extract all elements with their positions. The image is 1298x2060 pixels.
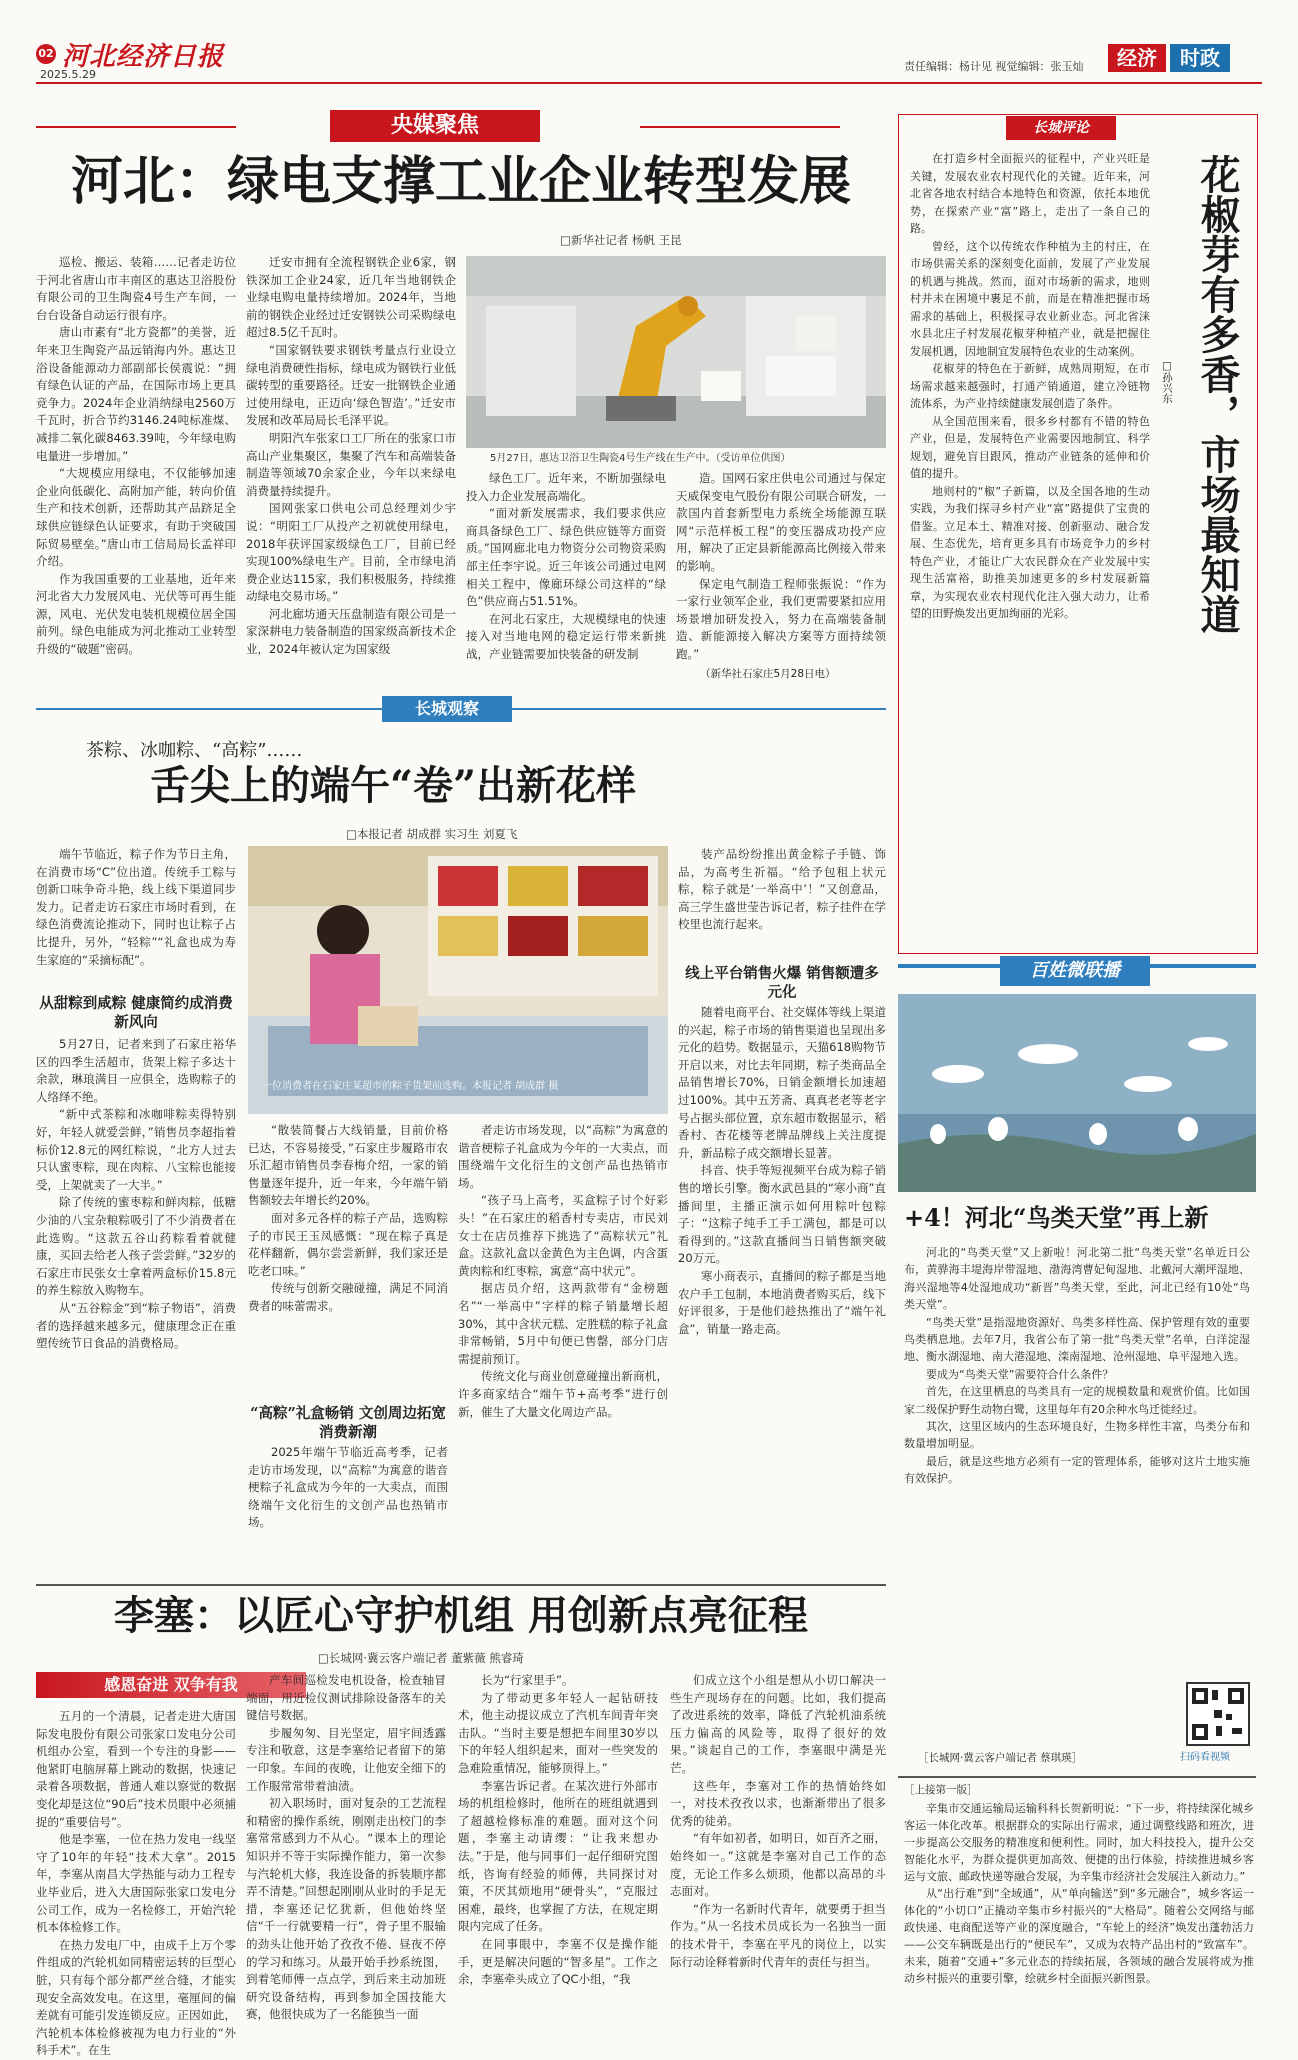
paragraph: 端午节临近，粽子作为节日主角，在消费市场“C”位出道。传统手工粽与创新口味争奇斗艳，线上线下渠道同步发力。记者走访石家庄市场时看到，在绿色消费流论推动下，同时也让粽子占比提升，另外，“轻粽”“礼盒也成为寿生家庭的“采摘标配”。: [36, 847, 236, 967]
lead-column-3: [466, 470, 666, 690]
paper-name: 河北经济日报: [62, 42, 225, 72]
paragraph: 巡检、搬运、装箱……记者走访位于河北省唐山市丰南区的惠达卫浴股份有限公司的卫生陶瓷4号生产车间，一台台设备自动运行很有序。: [36, 255, 236, 322]
paragraph: 装产品纷纷推出黄金粽子手链、饰品，为高考生祈福。“给予包租上状元粽，粽子就是‘一举高中’！”又创意品，高三学生盛世莹告诉记者，粽子挂件在学校里也流行起来。: [678, 847, 886, 932]
observation-col4-body: [678, 1004, 886, 1576]
paragraph: 长为“行家里手”。: [481, 1673, 574, 1687]
paragraph: 们成立这个小组是想从小切口解决一些生产现场存在的问题。比如，我们提高了改进系统的效率，降低了汽轮机油系统压力偏高的风险等，取得了很好的效果。”谈起自己的工作，李塞眼中满是光芒。: [670, 1673, 886, 1775]
lead-byline: □新华社记者 杨帆 王昆: [560, 233, 682, 247]
paragraph: 随着电商平台、社交媒体等线上渠道的兴起，粽子市场的销售渠道也呈现出多元化的趋势。数据显示，天猫618购物节开启以来，对比去年同期，粽子类商品全品销售增长70%，日销金额增长加速超过100%。其中五芳斋、真真老老等老字号占据头部位置，京东超市数据显示，稻香村、杏花楼等老牌品牌线上关注度提升，新品粽子成交额增长显著。: [678, 1005, 886, 1160]
paragraph: 河北廊坊通天压盘制造有限公司是一家深耕电力装备制造的国家级高新技术企业，2024年被认定为国家级: [246, 606, 456, 657]
commentary-headline: 花椒芽有多香，市场最知道: [1194, 154, 1241, 634]
commentary-column-tag: 长城评论: [1006, 116, 1116, 140]
observation-headline: 舌尖上的端午“卷”出新花样: [150, 762, 637, 809]
interview-label: ［上接第一版］: [904, 1784, 978, 1796]
paragraph: “新中式茶粽和冰咖啡粽卖得特别好，年轻人就爱尝鲜，”销售员李超指着标价12.8元的网红粽说，“北方人过去只认蜜枣粽，现在肉粽、八宝粽也能接受，上架就卖了一大半。”: [36, 1107, 236, 1192]
observation-col1-body: [36, 1036, 236, 1576]
page-number: 02: [36, 44, 56, 64]
feature-col-1: [36, 1708, 236, 2058]
paragraph: “作为一名新时代青年，就要勇于担当作为。”从一名技术员成长为一名独当一面的技术骨干，李塞在平凡的岗位上，以实际行动诠释着新时代青年的责任与担当。: [670, 1901, 886, 1969]
paragraph: 面对多元各样的粽子产品，选购粽子的市民王玉凤感慨：“现在粽子真是花样翻新，偶尔尝尝新鲜，我们家还是吃老口味。”: [248, 1210, 448, 1278]
observation-subhead-2: “高粽”礼盒畅销 文创周边拓宽消费新潮: [250, 1405, 446, 1441]
paragraph: 首先，在这里栖息的鸟类具有一定的规模数量和观赏价值。比如国家二级保护野生动物白鹭，这里每年有20余种水鸟迁徙经过。: [904, 1385, 1250, 1416]
paragraph: 在河北石家庄，大规模绿电的快速接入对当地电网的稳定运行带来新挑战，产业链需要加快装备的研发制: [466, 611, 666, 661]
paragraph: 从“五谷粽金”到“粽子物语”，消费者的选择越来越多元，健康理念正在重塑传统节日食品的消费格局。: [36, 1300, 236, 1351]
paragraph: “散装简餐占大线销量，目前价格已达，不容易接受，”石家庄步履路市农乐汇超市销售员李春梅介绍，一家的销售量逐年提升，近一年来，今年端午销售额较去年增长约20%。: [248, 1123, 448, 1208]
commentary-author: □孙兴东: [1161, 360, 1173, 404]
lead-column-4: [676, 470, 886, 666]
feature-byline: □长城网·冀云客户端记者 董紫薇 熊睿琦: [318, 1651, 524, 1665]
paragraph: 产车间巡检发电机设备，检查轴冒端面，用近检仪测试排除设备落车的关键信号数据。: [246, 1673, 446, 1723]
paragraph: “大规模应用绿电，不仅能够加速企业向低碳化、高附加产能，转向价值生产和技术创新，还帮助其产品跻足全球供应链绿色认证要求，有助于突破国际贸易壁垒。”唐山市工信局局长孟祥印介绍。: [36, 466, 236, 569]
feature-top-rule: [36, 1584, 886, 1586]
paragraph: 五月的一个清晨，记者走进大唐国际发电股份有限公司张家口发电分公司机组办公室，看到一个专注的身影——他紧盯电脑屏幕上跳动的数据，快速记录着各项数据，普通人难以察觉的数据变化却是这位“90后”技术员眼中必须捕捉的“重要信号”。: [36, 1709, 236, 1829]
paragraph: 这些年，李塞对工作的热情始终如一，对技术孜孜以求，也渐渐带出了很多优秀的徒弟。: [670, 1778, 886, 1828]
lead-column-1: [36, 254, 236, 689]
paragraph: 绿色工厂。近年来，不断加强绿电投入力企业发展高端化。: [466, 471, 666, 503]
paragraph: 河北的“鸟类天堂”又上新啦！河北第二批“鸟类天堂”名单近日公布，黄骅海丰堤海岸带湿地、渤海湾曹妃甸湿地、北戴河大潮坪湿地、海兴湿地等4处湿地成功“新晋”鸟类天堂，至此，河北已经有10处“鸟类天堂”。: [904, 1246, 1250, 1312]
paragraph: 花椒芽的特色在于新鲜，成熟周期短，在市场需求越来越强时，打通产销通道，建立冷链物流体系，为产业持续健康发展创造了条件。: [910, 362, 1150, 410]
observation-col3-body: [458, 1122, 668, 1576]
paragraph: 除了传统的蜜枣粽和鲜肉粽，低糖少油的八宝杂粮粽吸引了不少消费者在此选购。“这款五谷山药粽看着就健康，买回去给老人孩子尝尝鲜。”32岁的石家庄市民张女士拿着两盒标价15.8元的养生粽放入购物车。: [36, 1195, 236, 1298]
bird-headline: +4！河北“鸟类天堂”再上新: [904, 1203, 1209, 1232]
paragraph: 传统文化与商业创意碰撞出新商机，许多商家结合“端午节+高考季”进行创新，催生了大量文化周边产品。: [458, 1369, 668, 1419]
lead-end-note: （新华社石家庄5月28日电）: [700, 668, 836, 680]
bird-banner: 百姓微联播: [1000, 956, 1150, 986]
paragraph: 李塞告诉记者。在某次进行外部市场的机组检修时，他所在的班组就遇到了超越检修标准的难题。面对这个问题，李塞主动请缨：“让我来想办法。”于是，他与同事们一起仔细研究图纸，咨询有经验的师傅，共同探讨对策，不厌其烦地用“硬骨头”，“克服过困难，最终，也掌握了方法，在规定期限内完成了任务。: [458, 1778, 658, 1934]
paragraph: 在打造乡村全面振兴的征程中，产业兴旺是关键，发展农业农村现代化的关键。近年来，河北省各地农村结合本地特色和资源，依托本地优势，在探索产业“富”路上，走出了一条自己的路。: [910, 152, 1150, 235]
qr-code[interactable]: [1186, 1682, 1250, 1746]
paragraph: 从全国范围来看，很多乡村都有不错的特色产业，但是，发展特色产业需要因地制宜、科学规划，避免盲目跟风，推动产业链条的延伸和价值的提升。: [910, 414, 1150, 480]
editor-credits: 责任编辑：杨计见 视觉编辑：张玉灿: [904, 60, 1084, 73]
paragraph: 寒小商表示，直播间的粽子都是当地农户手工包制，本地消费者购买后，线下好评很多，于是他们趁热推出了“端午礼盒”，销量一路走高。: [678, 1268, 886, 1336]
paragraph: 在热力发电厂中，由成千上万个零件组成的汽轮机如同精密运转的巨型心脏，只有每个部分都严丝合缝，才能实现安全高效发电。在这里，毫厘间的偏差就有可能引发连锁反应。正因如此，汽轮机本体检修被视为电力行业的“外科手术”。在生: [36, 1937, 236, 2058]
bird-photo-egrets: [898, 994, 1256, 1192]
paragraph: 造。国网石家庄供电公司通过与保定天威保变电气股份有限公司联合研发，一款国内首套新型电力系统全场能源互联网“示范样板工程”的变压器成功投产应用，解决了正定县新能源高比例接入带来的影响。: [676, 471, 886, 573]
observation-column-tag: 长城观察: [382, 696, 512, 722]
observation-col4-intro: [678, 846, 886, 956]
observation-kicker: 茶粽、冰咖粽、“高粽”……: [86, 740, 303, 761]
lead-photo-caption: 5月27日，惠达卫浴卫生陶瓷4号生产线在生产中。（受访单位供图）: [490, 453, 791, 464]
feature-col-3: [458, 1672, 658, 1990]
feature-col-4: [670, 1672, 886, 1990]
section-tab-economy: 经济: [1108, 44, 1166, 72]
paragraph: 从“出行难”到“全域通”，从“单向输送”到“多元融合”，城乡客运一体化的“小切口”正撬动辛集市乡村振兴的“大格局”。随着公交网络与邮政快递、电商配送等产业的深度融合，“车轮上的经济”焕发出蓬勃活力——公交车辆既是出行的“便民车”，又成为农特产品出村的“致富车”。未来，随着“交通+”多元业态的持续拓展，各领域的融合发展将成为推动乡村振兴的重要引擎，绘就乡村全面振兴新图景。: [904, 1887, 1254, 1985]
column-rule-left: [36, 126, 236, 128]
paragraph: 抖音、快手等短视频平台成为粽子销售的增长引擎。衡水武邑县的“寒小商”直播间里，主播正演示如何用粽叶包粽子：“这粽子纯手工手工满包，都是可以看得到的。”这款直播间当日销售额突破20万元。: [678, 1163, 886, 1266]
lead-headline: 河北：绿电支撑工业企业转型发展: [70, 151, 851, 212]
observation-photo-caption: 一位消费者在石家庄某超市的粽子货架前选购。本报记者 胡成群 摄: [262, 1081, 559, 1092]
paragraph: 为了带动更多年轻人一起钻研技术，他主动提议成立了汽机车间青年突击队。“当时主要是想把车间里30岁以下的年轻人组织起来，面对一些突发的急难险重情况，能够顶得上。”: [458, 1690, 658, 1775]
paragraph: “孩子马上高考，买盒粽子讨个好彩头！”在石家庄的稻香村专卖店，市民刘女士在店员推荐下挑选了“高粽状元”礼盒。这款礼盒以金黄色为主色调，内含蛋黄肉粽和红枣粽，寓意“高中状元”。: [458, 1193, 668, 1278]
paragraph: 要成为“鸟类天堂”需要符合什么条件？: [926, 1367, 1114, 1381]
lead-column-2: [246, 254, 456, 689]
paragraph: 5月27日，记者来到了石家庄裕华区的四季生活超市，货架上粽子多达十余款，琳琅满目一应俱全，选购粽子的人络绎不绝。: [36, 1037, 236, 1104]
interview-body: [904, 1800, 1254, 1992]
section-tab-current: 时政: [1170, 44, 1230, 72]
paragraph: 辛集市交通运输局运输科科长贺新明说：“下一步，将持续深化城乡客运一体化改革。根据群众的实际出行需求，通过调整线路和班次，进一步提高公交服务的精准度和便利性。同时，加大科技投入，提升公交智能化水平，为群众提供更加高效、便捷的出行体验，持续推进城乡客运与文旅、邮政快递等融合发展，为辛集市经济社会发展注入新动力。”: [904, 1802, 1254, 1883]
paragraph: 他是李塞，一位在热力发电一线坚守了10年的年轻“技术大拿”。2015年，李塞从南昌大学热能与动力工程专业毕业后，进入大唐国际张家口发电分公司工作，成为一名检修工，开始汽轮机本体检修工作。: [36, 1832, 236, 1935]
paragraph: 传统与创新交融碰撞，满足不同消费者的味蕾需求。: [248, 1281, 448, 1313]
paragraph: 唐山市素有“北方瓷都”的美誉，近年来卫生陶瓷产品远销海内外。惠达卫浴设备能源动力部副部长侯震说：“拥有绿色认证的产品，在国际市场上更具竞争力。2024年企业消纳绿电2560万千瓦时，折合节约3146.24吨标准煤、减排二氧化碳8463.39吨，今年绿电购电量进一步增加。”: [36, 325, 236, 463]
paragraph: 步履匆匆、目光坚定，眉宇间透露专注和敬意，这是李塞给记者留下的第一印象。车间的夜晚，让他安全细下的工作服常常带着油渍。: [246, 1725, 446, 1793]
lead-photo-factory: [466, 256, 886, 448]
paragraph: “国家钢铁要求钢铁考量点行业设立绿电消费硬性指标，绿电成为钢铁行业低碳转型的重要路径。迁安一批钢铁企业通过使用绿电，正迈向‘绿色智造’。”迁安市发展和改革局局长毛泽平说。: [246, 342, 456, 428]
paragraph: 初入职场时，面对复杂的工艺流程和精密的操作系统，刚刚走出校门的李塞常常感到力不从心。“课本上的理论知识并不等于实际操作能力，第一次参与汽轮机大修，我连设备的拆装顺序都弄不清楚。”回想起刚刚从业时的手足无措，李塞还记忆犹新，但他始终坚信“千一行就要精一行”，骨子里不服输的劲头让他开始了孜孜不倦、昼夜不停的学习和练习。从最开始手抄系统图，到着笔师傅一点点学，到后来主动加班研究设备结构，再到参加全国技能大赛，他很快成为了一名能独当一面: [246, 1796, 446, 2022]
feature-headline: 李塞：以匠心守护机组 用创新点亮征程: [114, 1592, 808, 1639]
paragraph: “面对新发展需求，我们要求供应商具备绿色工厂、绿色供应链等方面资质。”国网廊北电力物资分公司物资采购部主任李宇说。近三年该公司通过电网相关工程中，像廊环绿公司这样的“绿色”供应商占51.51%。: [466, 506, 666, 609]
observation-col2-tail: [248, 1444, 448, 1576]
paragraph: 保定电气制造工程师张振说：“作为一家行业领军企业，我们更需要紧扣应用场景增加研发投入，努力在高端装备制造、新能源接入解决方案等方面持续领跑。”: [676, 576, 886, 661]
bird-credit: ［长城网·冀云客户端记者 蔡琪瑛］: [918, 1752, 1083, 1764]
observation-photo-supermarket: [248, 846, 668, 1114]
observation-col1-intro: [36, 846, 236, 986]
bird-body: [904, 1244, 1250, 1750]
observation-subhead-3: 线上平台销售火爆 销售额遭多元化: [685, 965, 879, 1001]
column-rule-right: [640, 126, 840, 128]
observation-byline: □本报记者 胡成群 实习生 刘夏飞: [346, 827, 518, 841]
paragraph: “鸟类天堂”是指湿地资源好、鸟类多样性高、保护管理有效的重要鸟类栖息地。去年7月，我省公布了第一批“鸟类天堂”名单，白洋淀湿地、衡水湖湿地、南大港湿地、滦南湿地、沧州湿地、阜平湿地入选。: [904, 1315, 1250, 1364]
observation-col2-body: [248, 1122, 448, 1372]
paragraph: 最后，就是这些地方必须有一定的管理体系，能够对这片土地实施有效保护。: [904, 1454, 1250, 1486]
qr-label: 扫码看视频: [1180, 1752, 1230, 1763]
paragraph: 地则村的“椒”子新篇，以及全国各地的生动实践，为我们探寻乡村产业“富”路提供了宝贵的借鉴。立足本土、精准对接、创新驱动、融合发展、生态优先，培育更多具有市场竞争力的乡村特色产业，才能让广大农民群众在产业发展中实现生活富裕，助推美加速更多的乡村发展新篇章，为实现农业农村现代化注入强大动力，让希望的田野焕发出更加绚丽的光彩。: [910, 484, 1150, 620]
commentary-body: [910, 150, 1150, 940]
issue-date: 2025.5.29: [40, 68, 96, 81]
interview-rule: [898, 1776, 1256, 1778]
paragraph: 其次，这里区域内的生态环境良好，生物多样性丰富，鸟类分布和数量增加明显。: [904, 1420, 1250, 1451]
paragraph: 2025年端午节临近高考季，记者走访市场发现，以“高粽”为寓意的谐音梗粽子礼盒成为今年的一大卖点，而围绕端午文化衍生的文创产品也热销市场。: [248, 1445, 448, 1530]
paragraph: 在同事眼中，李塞不仅是操作能手，更是解决问题的“智多星”。工作之余，李塞牵头成立了QC小组，“我: [458, 1936, 658, 1987]
paragraph: 迁安市拥有全流程钢铁企业6家，钢铁深加工企业24家，近几年当地钢铁企业绿电购电量持续增加。2024年，当地前的钢铁企业经过迁安钢铁公司采购绿电超过8.5亿千瓦时。: [246, 255, 456, 340]
paragraph: 者走访市场发现，以“高粽”为寓意的谐音梗粽子礼盒成为今年的一大卖点，而围绕端午文化衍生的文创产品也热销市场。: [458, 1123, 668, 1190]
paragraph: 曾经，这个以传统农作种植为主的村庄，在市场供需关系的深刻变化面前，发展了产业发展的机遇与挑战。然而，面对市场新的需求，地则村并未在困境中裹足不前，而是在精准把握市场需求的基础上，积极探寻农业新业态。河北省涞水县北庄子村发展花椒芽种植产业，就是把握住发展机遇，因地制宜发展特色农业的生动案例。: [910, 239, 1150, 358]
column-tag-central-media: 央媒聚焦: [330, 110, 540, 142]
feature-column-tag: 感恩奋进 双争有我: [36, 1672, 306, 1698]
paragraph: 作为我国重要的工业基地，近年来河北省大力发展风电、光伏等可再生能源，风电、光伏发电装机规模位居全国前列。绿色电能成为河北推动工业转型升级的“破题”密码。: [36, 571, 236, 657]
observation-subhead-1: 从甜粽到咸粽 健康简约成消费新风向: [39, 995, 233, 1031]
paragraph: “有年如初者，如明日，如百齐之丽，始终如一。”这就是李塞对自己工作的态度，无论工作多么烦琐，他都以高昂的斗志面对。: [670, 1831, 886, 1899]
masthead-rule: [36, 82, 1262, 84]
paragraph: 明阳汽车张家口工厂所在的张家口市高山产业集聚区，集聚了汽车和高端装备制造等领域70余家企业，今年以来绿电消费量持续提升。: [246, 430, 456, 498]
paragraph: 据店员介绍，这两款带有“金榜题名”“一举高中”字样的粽子销量增长超30%，其中含状元糕、定胜糕的粽子礼盒非常畅销，5月中旬便已售罄，部分门店需提前预订。: [458, 1281, 668, 1366]
feature-col-2: [246, 1672, 446, 2022]
paragraph: 国网张家口供电公司总经理刘少宇说：“明阳工厂从投产之初就使用绿电，2018年获评国家级绿色工厂，目前已经实现100%绿电生产。目前，全市绿电消费企业达115家，我们积极服务，持续推动绿电交易市场。”: [246, 501, 456, 604]
